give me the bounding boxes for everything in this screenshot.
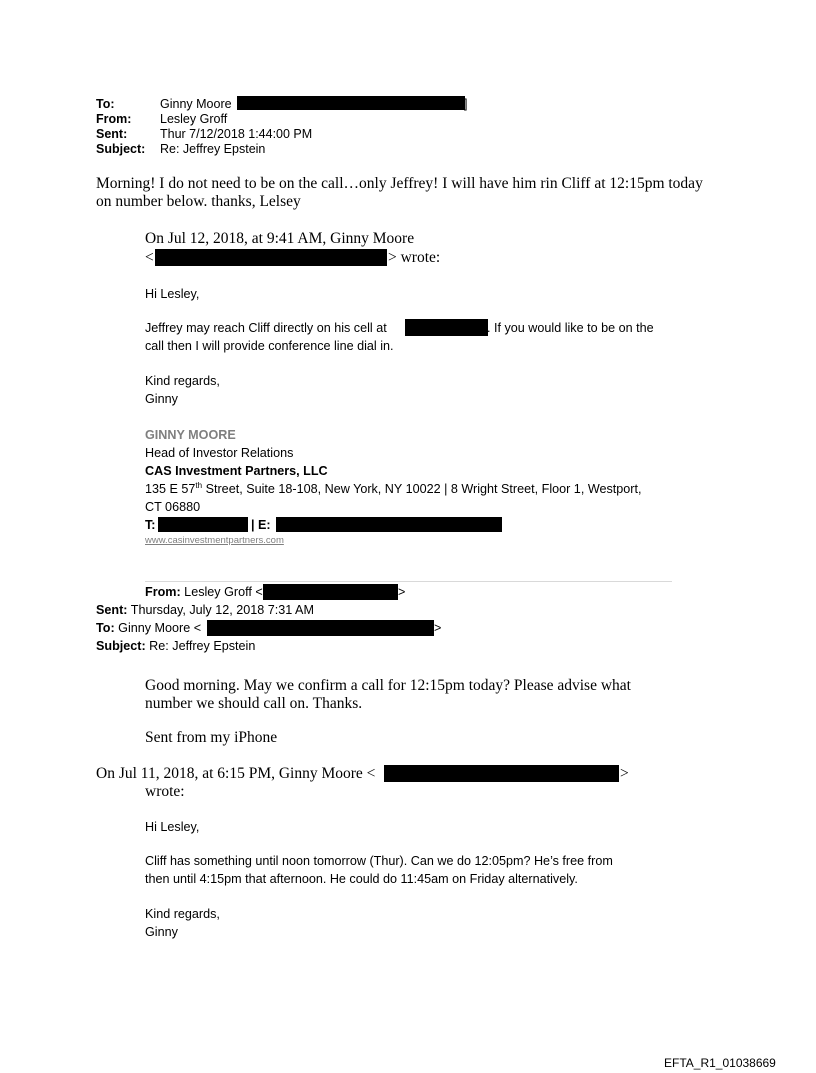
signature-address-line2: CT 06880 [145, 500, 201, 514]
signature-title: Head of Investor Relations [145, 446, 294, 460]
redaction-block [263, 584, 398, 600]
redaction-block [207, 620, 434, 636]
reply-line-2: on number below. thanks, Lelsey [96, 193, 301, 210]
address-superscript: th [195, 480, 203, 490]
quote1-name: Ginny [145, 392, 178, 406]
address-part-a: 135 E 57 [145, 482, 196, 496]
quote2-to-line [96, 619, 201, 637]
reply-line-1: Morning! I do not need to be on the call…only Jeffrey! I will have him rin Cliff at 12:15pm today [96, 175, 703, 192]
subject-value: Re: Jeffrey Epstein [160, 142, 266, 156]
quote3-wrote: wrote: [145, 783, 185, 800]
quote2-sent-value: Thursday, July 12, 2018 7:31 AM [127, 603, 314, 617]
quote2-subject-line [96, 637, 255, 655]
redaction-block [384, 765, 619, 782]
signature-name: GINNY MOORE [145, 428, 236, 442]
quote2-subject-label: Subject: [96, 639, 146, 653]
signature-phone-label: T: [145, 518, 156, 532]
quote3-intro-close: > [620, 765, 629, 782]
quote2-body-line2: number we should call on. Thanks. [145, 695, 363, 712]
quote2-sent-from: Sent from my iPhone [145, 729, 278, 746]
signature-email-label: | E: [251, 518, 271, 532]
quote3-greeting: Hi Lesley, [145, 820, 200, 834]
address-part-b: Street, Suite 18-108, New York, NY 10022 | 8 Wright Street, Floor 1, Westport, [202, 482, 642, 496]
document-id: EFTA_R1_01038669 [664, 1056, 776, 1070]
to-label: To: [96, 97, 115, 111]
redaction-block [276, 517, 502, 532]
quote1-greeting: Hi Lesley, [145, 287, 200, 301]
to-value: Ginny Moore [160, 97, 232, 111]
quote2-to-value: Ginny Moore < [114, 621, 202, 635]
quote2-from-value: Lesley Groff < [180, 585, 263, 599]
quote3-para-line1: Cliff has something until noon tomorrow (Thur). Can we do 12:05pm? He’s free from [145, 854, 613, 868]
quote2-from-line [145, 583, 263, 601]
quote1-closing: Kind regards, [145, 374, 220, 388]
sent-label: Sent: [96, 127, 128, 141]
signature-website-link[interactable]: www.casinvestmentpartners.com [145, 535, 284, 546]
from-value: Lesley Groff [160, 112, 228, 126]
quote3-intro: On Jul 11, 2018, at 6:15 PM, Ginny Moore < [96, 765, 376, 782]
from-label: From: [96, 112, 132, 126]
quote3-closing: Kind regards, [145, 907, 220, 921]
quote2-from-label: From: [145, 585, 181, 599]
quote3-name: Ginny [145, 925, 178, 939]
quote1-para-line1a: Jeffrey may reach Cliff directly on his cell at [145, 321, 387, 335]
signature-address-line1 [145, 480, 641, 498]
quote2-sent-label: Sent: [96, 603, 128, 617]
redaction-block [155, 249, 387, 266]
quote2-to-label: To: [96, 621, 115, 635]
redaction-block [158, 517, 248, 532]
quote3-para-line2: then until 4:15pm that afternoon. He could do 11:45am on Friday alternatively. [145, 872, 578, 886]
redaction-block [237, 96, 468, 111]
quote1-wrote: > wrote: [388, 249, 441, 266]
quote2-from-close: > [398, 585, 406, 599]
quote2-sent-line [96, 601, 314, 619]
divider [145, 581, 672, 582]
quote1-para-line2: call then I will provide conference line dial in. [145, 339, 394, 353]
quote2-subject-value: Re: Jeffrey Epstein [145, 639, 256, 653]
to-bracket: ] [464, 97, 468, 111]
quote2-body-line1: Good morning. May we confirm a call for 12:15pm today? Please advise what [145, 677, 631, 694]
quote1-para-line1b: . If you would like to be on the [487, 321, 654, 335]
subject-label: Subject: [96, 142, 146, 156]
quote2-to-close: > [434, 621, 442, 635]
quote1-intro: On Jul 12, 2018, at 9:41 AM, Ginny Moore [145, 230, 415, 247]
redaction-block [405, 319, 488, 336]
signature-company: CAS Investment Partners, LLC [145, 464, 328, 478]
quote1-intro-open: < [145, 249, 154, 266]
sent-value: Thur 7/12/2018 1:44:00 PM [160, 127, 313, 141]
